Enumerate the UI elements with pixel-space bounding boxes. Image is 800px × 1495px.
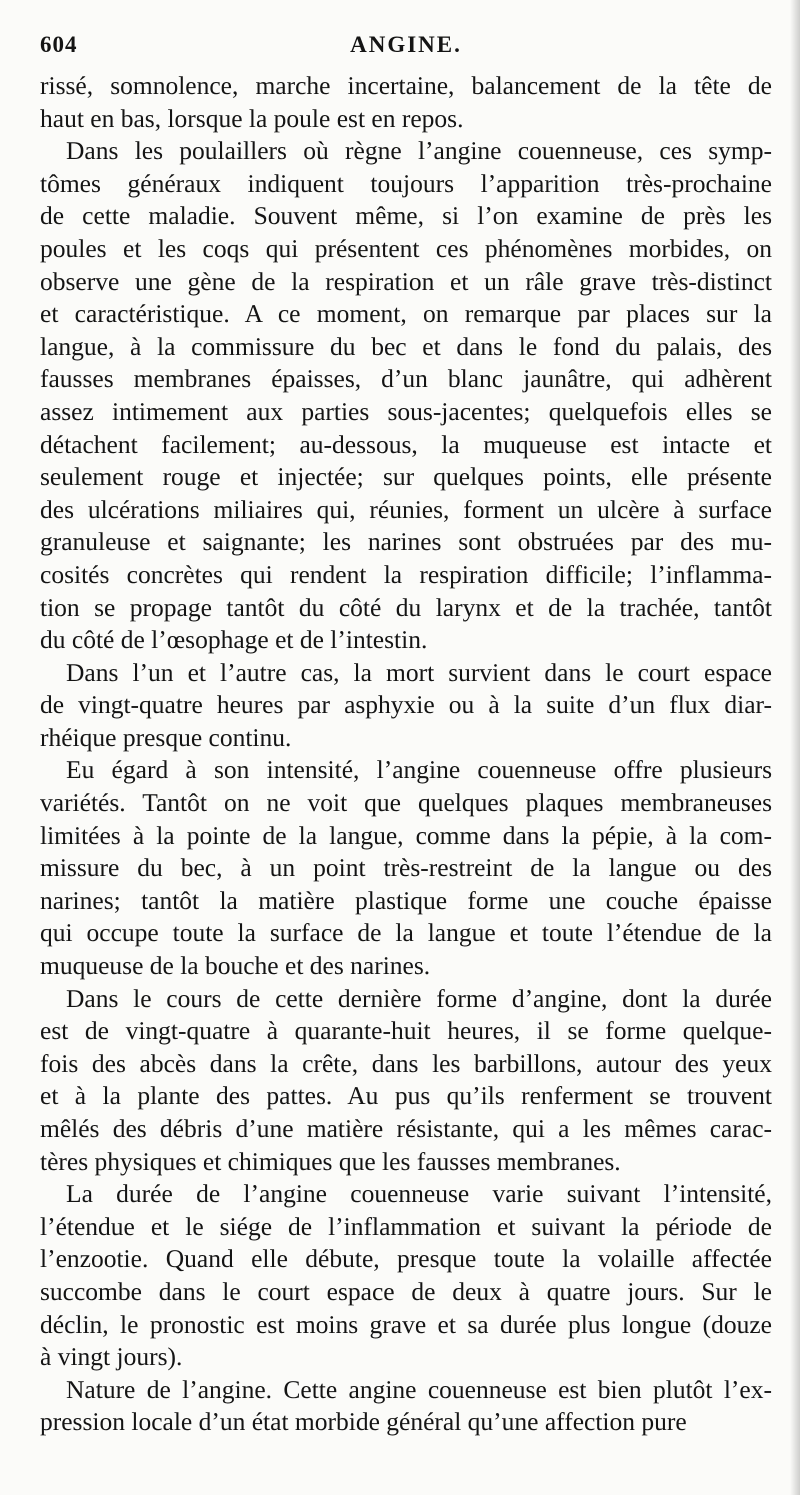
text-line: des ulcérations miliaires qui, réunies, forment un ulcère à surface: [40, 494, 772, 524]
text-line: tion se propage tantôt du côté du larynx et de la trachée, tantôt: [40, 592, 772, 622]
text-line: tômes généraux indiquent toujours l’apparition très-prochaine: [40, 168, 772, 198]
text-line: succombe dans le court espace de deux à quatre jours. Sur le: [40, 1276, 772, 1306]
text-line: variétés. Tantôt on ne voit que quelques plaques membraneuses: [40, 788, 772, 818]
text-line: fausses membranes épaisses, d’un blanc jaunâtre, qui adhèrent: [40, 364, 772, 394]
text-line: muqueuse de la bouche et des narines.: [40, 951, 431, 981]
text-line: Dans le cours de cette dernière forme d’angine, dont la durée: [66, 983, 772, 1013]
text-line: langue, à la commissure du bec et dans le fond du palais, des: [40, 331, 772, 361]
paragraph: [40, 1374, 772, 1439]
text-line: haut en bas, lorsque la poule est en repos.: [40, 103, 464, 133]
text-line: assez intimement aux parties sous-jacentes; quelquefois elles se: [40, 396, 772, 426]
page-edge-shadow: [790, 0, 800, 1495]
page-number: 604: [40, 32, 78, 57]
text-line: à vingt jours).: [40, 1342, 183, 1372]
text-line: tères physiques et chimiques que les fausses membranes.: [40, 1146, 621, 1176]
text-line: Nature de l’angine. Cette angine couenneuse est bien plutôt l’ex-: [66, 1374, 772, 1404]
running-title: ANGINE.: [350, 32, 462, 57]
text-line: missure du bec, à un point très-restreint de la langue ou des: [40, 853, 772, 883]
text-line: déclin, le pronostic est moins grave et sa durée plus longue (douze: [40, 1309, 772, 1339]
running-head: [40, 30, 772, 70]
paragraph: [40, 70, 772, 135]
text-line: poules et les coqs qui présentent ces phénomènes morbides, on: [40, 233, 772, 263]
text-line: La durée de l’angine couenneuse varie suivant l’intensité,: [66, 1179, 772, 1209]
text-line: l’enzootie. Quand elle débute, presque toute la volaille affectée: [40, 1244, 772, 1274]
text-line: pression locale d’un état morbide général qu’une affection pure: [40, 1407, 687, 1437]
text-line: Dans les poulaillers où règne l’angine couenneuse, ces symp-: [66, 136, 772, 166]
paragraph: [40, 135, 772, 657]
text-line: et à la plante des pattes. Au pus qu’ils renferment se trouvent: [40, 1081, 772, 1111]
text-line: l’étendue et le siége de l’inflammation et suivant la période de: [40, 1211, 772, 1241]
text-line: Eu égard à son intensité, l’angine couenneuse offre plusieurs: [66, 755, 772, 785]
text-line: rissé, somnolence, marche incertaine, balancement de la tête de: [40, 71, 772, 100]
text-line: granuleuse et saignante; les narines sont obstruées par des mu-: [40, 527, 772, 557]
text-line: et caractéristique. A ce moment, on remarque par places sur la: [40, 299, 772, 329]
text-line: narines; tantôt la matière plastique forme une couche épaisse: [40, 885, 772, 915]
text-line: rhéique presque continu.: [40, 722, 292, 752]
text-line: observe une gène de la respiration et un râle grave très-distinct: [40, 266, 772, 296]
body-text: [40, 70, 772, 1439]
paragraph: [40, 657, 772, 755]
text-line: détachent facilement; au-dessous, la muqueuse est intacte et: [40, 429, 772, 459]
text-line: seulement rouge et injectée; sur quelques points, elle présente: [40, 462, 772, 492]
text-line: cosités concrètes qui rendent la respiration difficile; l’inflamma-: [40, 559, 772, 589]
text-line: limitées à la pointe de la langue, comme dans la pépie, à la com-: [40, 820, 772, 850]
text-line: fois des abcès dans la crête, dans les barbillons, autour des yeux: [40, 1048, 772, 1078]
text-line: de cette maladie. Souvent même, si l’on examine de près les: [40, 201, 772, 231]
text-line: du côté de l’œsophage et de l’intestin.: [40, 625, 428, 655]
paragraph: [40, 983, 772, 1179]
paragraph: [40, 754, 772, 982]
text-line: mêlés des débris d’une matière résistante, qui a les mêmes carac-: [40, 1114, 772, 1143]
text-line: qui occupe toute la surface de la langue et toute l’étendue de la: [40, 918, 772, 948]
text-line: de vingt-quatre heures par asphyxie ou à la suite d’un flux diar-: [40, 690, 772, 720]
text-line: Dans l’un et l’autre cas, la mort survient dans le court espace: [66, 657, 772, 687]
paragraph: [40, 1178, 772, 1374]
text-line: est de vingt-quatre à quarante-huit heures, il se forme quelque-: [40, 1016, 772, 1046]
